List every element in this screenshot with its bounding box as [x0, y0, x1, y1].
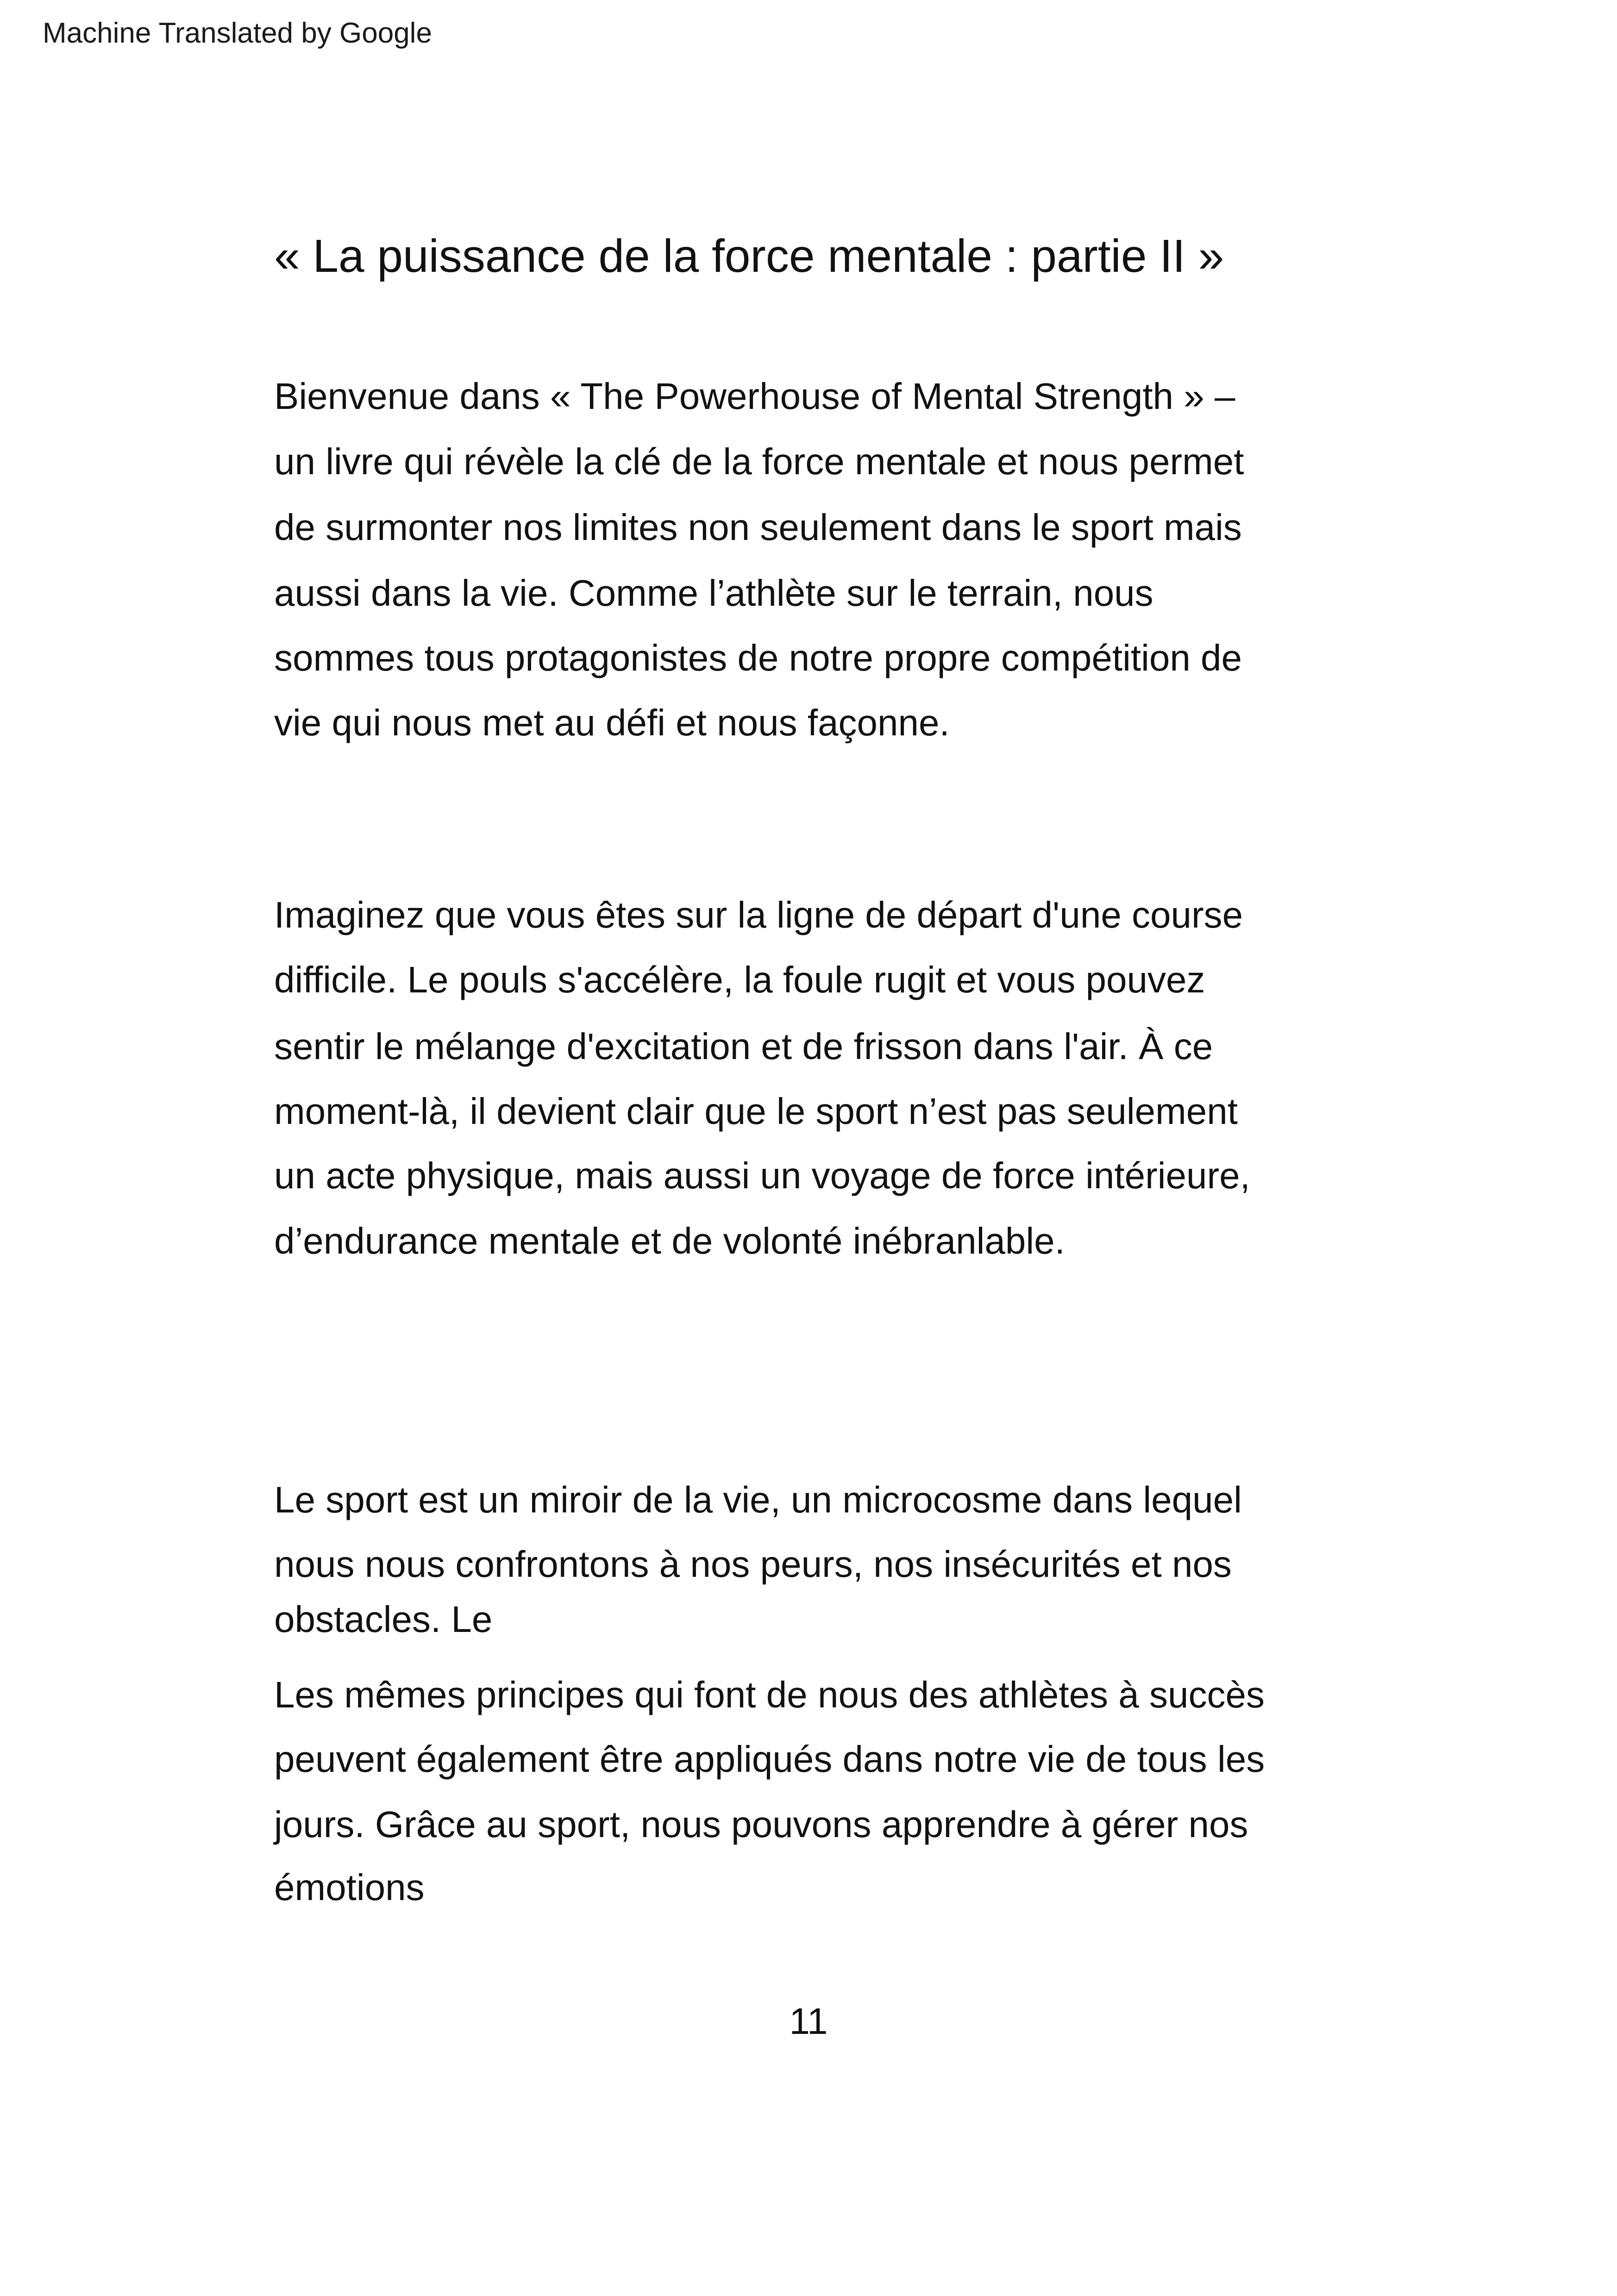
text-line: Bienvenue dans « The Powerhouse of Mental Strength » –: [274, 376, 1235, 417]
text-line: un livre qui révèle la clé de la force mentale et nous permet: [274, 441, 1244, 482]
text-line: Le sport est un miroir de la vie, un microcosme dans lequel: [274, 1479, 1242, 1520]
text-line: vie qui nous met au défi et nous façonne.: [274, 702, 950, 743]
text-line: peuvent également être appliqués dans notre vie de tous les: [274, 1738, 1265, 1780]
text-line: obstacles. Le: [274, 1599, 493, 1640]
text-line: aussi dans la vie. Comme l’athlète sur le terrain, nous: [274, 572, 1153, 614]
text-line: Imaginez que vous êtes sur la ligne de départ d'une course: [274, 894, 1243, 935]
text-line: sentir le mélange d'excitation et de frisson dans l'air. À ce: [274, 1026, 1213, 1067]
text-line: de surmonter nos limites non seulement dans le sport mais: [274, 507, 1242, 548]
text-line: sommes tous protagonistes de notre propre compétition de: [274, 637, 1242, 678]
text-line: émotions: [274, 1867, 425, 1908]
text-line: nous nous confrontons à nos peurs, nos insécurités et nos: [274, 1543, 1232, 1585]
text-line: jours. Grâce au sport, nous pouvons apprendre à gérer nos: [274, 1804, 1248, 1845]
text-line: d’endurance mentale et de volonté inébranlable.: [274, 1220, 1065, 1261]
text-line: moment-là, il devient clair que le sport n’est pas seulement: [274, 1091, 1238, 1132]
text-line: Les mêmes principes qui font de nous des athlètes à succès: [274, 1674, 1265, 1715]
page-number: 11: [789, 2001, 828, 2042]
chapter-title: « La puissance de la force mentale : partie II »: [274, 230, 1224, 282]
machine-translation-notice: Machine Translated by Google: [43, 17, 432, 49]
text-line: difficile. Le pouls s'accélère, la foule rugit et vous pouvez: [274, 959, 1205, 1000]
text-line: un acte physique, mais aussi un voyage de force intérieure,: [274, 1155, 1250, 1196]
